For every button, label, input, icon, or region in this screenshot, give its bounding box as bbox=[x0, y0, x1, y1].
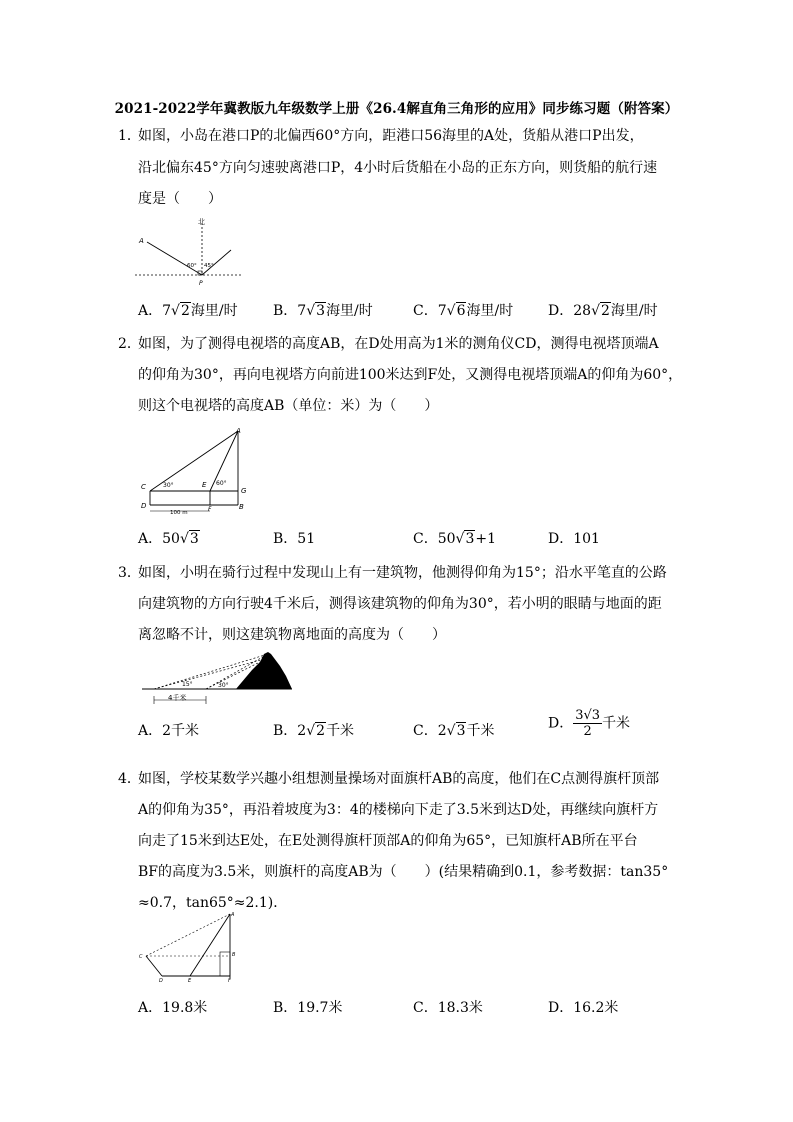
point-a-label: A bbox=[231, 912, 235, 918]
question-2-option-d[interactable]: D．101 bbox=[548, 531, 600, 547]
question-2-figure bbox=[138, 425, 253, 515]
question-2-line-2: 的仰角为30°，再向电视塔方向前进100米达到F处，又测得电视塔顶端A的仰角为60°， bbox=[138, 367, 683, 383]
point-d-label: D bbox=[159, 978, 163, 983]
question-3-line-2: 向建筑物的方向行驶4千米后，测得该建筑物的仰角为30°，若小明的眼睛与地面的距 bbox=[138, 596, 662, 612]
angle-30-label: 30° bbox=[163, 482, 174, 489]
angle-45-label: 45° bbox=[204, 263, 214, 269]
question-3-line-3: 离忽略不计，则这建筑物离地面的高度为（ ） bbox=[138, 627, 446, 643]
angle-30-label: 30° bbox=[218, 682, 229, 689]
point-f-label: F bbox=[228, 978, 231, 983]
question-2-number: 2． bbox=[118, 336, 141, 352]
question-4-line-3: 向走了15米到达E处，在E处测得旗杆顶部A的仰角为65°，已知旗杆AB所在平台 bbox=[138, 833, 638, 849]
question-1-line-2: 沿北偏东45°方向匀速驶离港口P，4小时后货船在小岛的正东方向，则货船的航行速 bbox=[138, 160, 658, 176]
question-1-number: 1． bbox=[118, 128, 141, 144]
question-3-option-a[interactable]: A．2千米 bbox=[138, 723, 200, 739]
question-1-line-3: 度是（ ） bbox=[138, 191, 222, 207]
question-4-option-c[interactable]: C．18.3米 bbox=[413, 1000, 483, 1016]
question-3-option-c[interactable]: C．2√3千米 bbox=[413, 723, 495, 739]
point-g-label: G bbox=[241, 487, 247, 495]
question-1-figure bbox=[135, 215, 245, 287]
question-4-line-1: 如图，学校某数学兴趣小组想测量操场对面旗杆AB的高度，他们在C点测得旗杆顶部 bbox=[138, 771, 660, 787]
point-b-label: B bbox=[232, 952, 236, 958]
point-c-label: C bbox=[141, 483, 146, 491]
question-2-line-1: 如图，为了测得电视塔的高度AB，在D处用高为1米的测角仪CD，测得电视塔顶端A bbox=[138, 336, 659, 352]
question-4-line-2: A的仰角为35°，再沿着坡度为3：4的楼梯向下走了3.5米到达D处，再继续向旗杆方 bbox=[138, 802, 659, 818]
point-e-label: E bbox=[188, 978, 192, 983]
question-1-option-b[interactable]: B．7√3海里/时 bbox=[273, 303, 373, 319]
point-f-label: F bbox=[208, 506, 212, 513]
question-3-figure bbox=[140, 648, 300, 710]
question-4-figure bbox=[138, 908, 243, 983]
question-4-number: 4． bbox=[118, 771, 141, 787]
question-4-line-4: BF的高度为3.5米，则旗杆的高度AB为（ ）(结果精确到0.1，参考数据：tan35° bbox=[138, 864, 669, 880]
question-4-option-b[interactable]: B．19.7米 bbox=[273, 1000, 343, 1016]
question-1-option-d[interactable]: D．28√2海里/时 bbox=[548, 303, 658, 319]
point-e-label: E bbox=[202, 481, 207, 489]
question-4-line-5: ≈0.7，tan65°≈2.1)． bbox=[138, 895, 288, 911]
point-d-label: D bbox=[141, 502, 147, 510]
distance-label: 4千米 bbox=[168, 694, 187, 702]
distance-label: 100 m bbox=[170, 510, 188, 515]
point-p-label: P bbox=[199, 280, 203, 287]
question-3-option-d[interactable]: D． $\frac{3√3}{2}$ 千米 bbox=[548, 708, 631, 739]
point-a-label: A bbox=[139, 237, 144, 245]
question-4-option-d[interactable]: D．16.2米 bbox=[548, 1000, 619, 1016]
question-1-option-c[interactable]: C．7√6海里/时 bbox=[413, 303, 514, 319]
question-3-option-b[interactable]: B．2√2千米 bbox=[273, 723, 355, 739]
point-a-label: A bbox=[236, 427, 241, 435]
angle-15-label: 15° bbox=[182, 681, 193, 688]
question-2-line-3: 则这个电视塔的高度AB（单位：米）为（ ） bbox=[138, 398, 439, 414]
question-3-number: 3． bbox=[118, 565, 141, 581]
page-title: 2021-2022学年冀教版九年级数学上册《26.4解直角三角形的应用》同步练习题（附答案） bbox=[114, 101, 679, 117]
angle-60-label: 60° bbox=[187, 263, 197, 269]
question-3-line-1: 如图，小明在骑行过程中发现山上有一建筑物，他测得仰角为15°；沿水平笔直的公路 bbox=[138, 565, 667, 581]
point-b-label: B bbox=[239, 503, 244, 511]
question-1-line-1: 如图，小岛在港口P的北偏西60°方向，距港口56海里的A处，货船从港口P出发， bbox=[138, 128, 644, 144]
angle-60-label: 60° bbox=[216, 480, 227, 487]
north-label: 北 bbox=[198, 218, 205, 226]
question-4-option-a[interactable]: A．19.8米 bbox=[138, 1000, 208, 1016]
mountain-shape bbox=[236, 652, 292, 689]
point-c-label: C bbox=[139, 954, 143, 960]
question-2-option-b[interactable]: B．51 bbox=[273, 531, 316, 547]
question-2-option-c[interactable]: C．50√3+1 bbox=[413, 531, 497, 547]
question-2-option-a[interactable]: A．50√3 bbox=[138, 531, 199, 547]
question-1-option-a[interactable]: A．7√2海里/时 bbox=[138, 303, 238, 319]
